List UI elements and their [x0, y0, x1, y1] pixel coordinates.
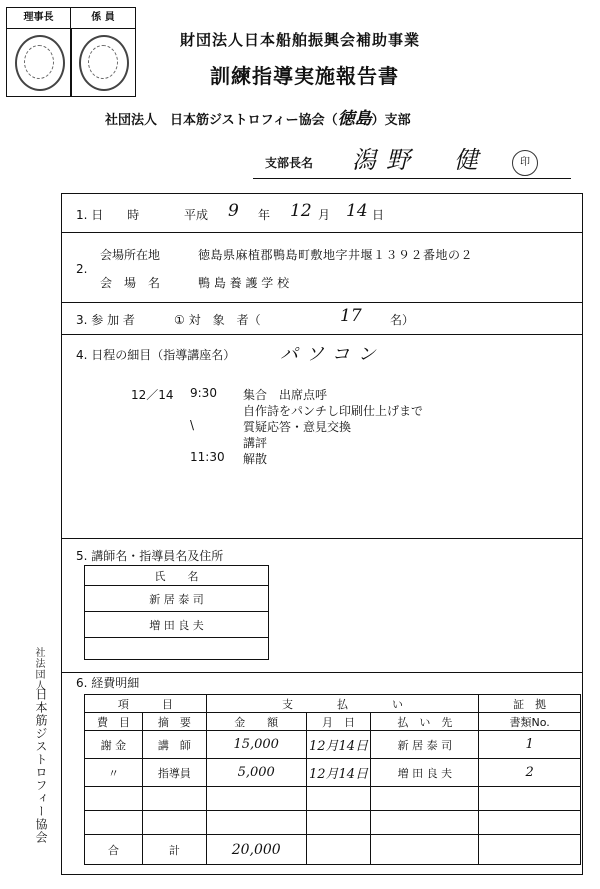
venue-row: [62, 232, 582, 303]
schedule-date: 12／14: [131, 388, 174, 402]
approval-stamp-box: [6, 7, 136, 97]
schedule-time: 11:30: [190, 450, 225, 464]
expense-date: 12月14日: [306, 759, 371, 787]
expense-row: [85, 731, 581, 759]
expense-amount: 15,000: [206, 731, 306, 759]
expense-date: 12月14日: [306, 731, 371, 759]
chief-stamp-label: 理事長: [7, 8, 71, 29]
expense-kind: 〃: [85, 759, 143, 787]
col-amount: 金 額: [206, 713, 306, 731]
venue-address: 徳島県麻植郡鴨島町敷地字井堰１３９２番地の２: [198, 248, 474, 262]
schedule-item: 質疑応答・意見交換: [243, 420, 352, 434]
date-year: 9: [228, 201, 239, 221]
participants-sub: ① 対 象 者（: [174, 313, 261, 327]
participants-row: 3. 参 加 者 ① 対 象 者（ 17 名）: [62, 302, 582, 335]
instructor-name: 新 居 泰 司: [85, 586, 269, 612]
schedule-item: 講評: [243, 436, 268, 450]
schedule-section: [62, 334, 582, 538]
chief-seal-icon: [15, 35, 65, 91]
instructors-label: 5. 講師名・指導員名及住所: [76, 549, 224, 563]
venue-number: 2.: [76, 262, 88, 276]
expenses-section: [61, 672, 583, 875]
staff-seal-icon: [79, 35, 129, 91]
organization-name: 社団法人 日本筋ジストロフィー協会（: [105, 113, 338, 128]
side-org-prefix: 社法団人: [33, 647, 44, 691]
col-description: 摘 要: [142, 713, 206, 731]
instructors-header: 氏 名: [85, 566, 269, 586]
total-label: 合: [85, 835, 143, 865]
expense-kind: 謝 金: [85, 731, 143, 759]
schedule-label: 4. 日程の細目（指導講座名）: [76, 348, 236, 362]
program-name: 財団法人日本船舶振興会補助事業: [180, 31, 421, 49]
instructors-section: [61, 537, 583, 673]
schedule-item: 解散: [243, 452, 268, 466]
expense-proof: 2: [479, 759, 581, 787]
col-payee: 払 い 先: [371, 713, 479, 731]
date-day: 14: [346, 201, 368, 221]
expenses-table: [84, 694, 581, 865]
col-date: 月 日: [306, 713, 371, 731]
branch-head-name: 潟野 健: [352, 146, 488, 174]
date-label: 1. 日 時: [76, 208, 140, 222]
organization-line: [105, 104, 411, 129]
expenses-label: 6. 経費明細: [76, 676, 140, 690]
venue-address-label: 会場所在地: [100, 248, 161, 262]
report-form: [61, 193, 583, 539]
date-era: 平成: [184, 208, 209, 222]
branch-name: 徳島: [337, 109, 372, 129]
expense-payee: 新 居 泰 司: [371, 731, 479, 759]
schedule-time: \: [190, 418, 195, 432]
total-label-2: 計: [142, 835, 206, 865]
expense-amount: 5,000: [206, 759, 306, 787]
venue-name: 鴨 島 養 護 学 校: [198, 276, 290, 290]
col-proof-no: 書類No.: [479, 713, 581, 731]
date-row: 1. 日 時 平成 9 年 12 月 14 日: [62, 194, 582, 233]
side-org-name: 日本筋ジストロフィー協会: [34, 688, 48, 844]
total-row: [85, 835, 581, 865]
branch-suffix: ）支部: [371, 113, 411, 128]
col-kind: 費 目: [85, 713, 143, 731]
schedule-time: 9:30: [190, 386, 217, 400]
instructor-name: 増 田 良 夫: [85, 612, 269, 638]
expenses-item-header: 項 目: [85, 695, 207, 713]
expense-desc: 指導員: [142, 759, 206, 787]
expense-desc: 講 師: [142, 731, 206, 759]
course-name: パソコン: [280, 344, 384, 365]
branch-head-seal-icon: 印: [512, 150, 538, 176]
page-title: 訓練指導実施報告書: [210, 64, 399, 88]
date-month: 12: [290, 201, 312, 221]
expenses-proof-header: 証 拠: [479, 695, 581, 713]
expenses-payment-header: 支 払 い: [206, 695, 478, 713]
expense-row: [85, 759, 581, 787]
total-amount: 20,000: [206, 835, 306, 865]
staff-stamp-label: 係 員: [71, 8, 135, 29]
expense-payee: 増 田 良 夫: [371, 759, 479, 787]
schedule-item: 集合 出席点呼: [243, 388, 328, 402]
branch-head-label: 支部長名: [265, 156, 314, 170]
expense-proof: 1: [479, 731, 581, 759]
participants-count: 17: [340, 306, 362, 326]
venue-name-label: 会 場 名: [100, 276, 161, 290]
participants-label: 3. 参 加 者: [76, 313, 135, 327]
instructors-table: [84, 565, 269, 660]
schedule-item: 自作詩をパンチし印刷仕上げまで: [243, 404, 424, 418]
